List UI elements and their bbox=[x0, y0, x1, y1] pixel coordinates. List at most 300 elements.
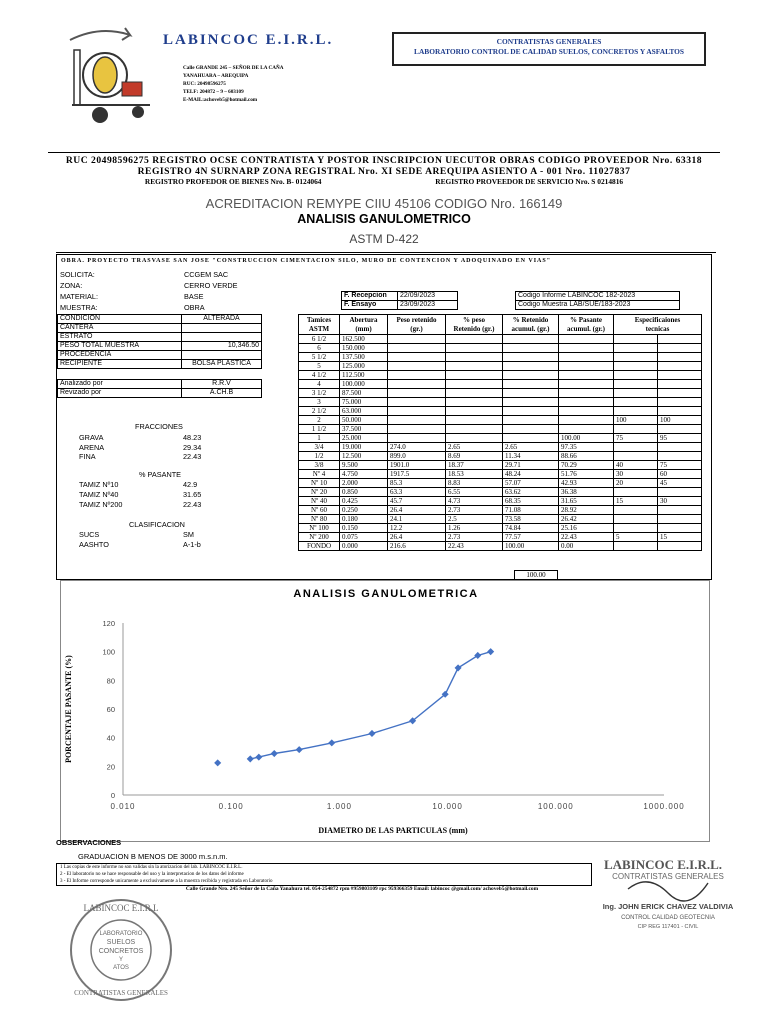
analyzed-value: R.R.V bbox=[182, 380, 262, 389]
sieve-cell bbox=[658, 380, 702, 389]
sieve-cell bbox=[614, 344, 658, 353]
data-point bbox=[271, 750, 278, 757]
sieve-cell bbox=[446, 416, 503, 425]
sieve-cell: 22.43 bbox=[559, 533, 614, 542]
data-point bbox=[328, 739, 335, 746]
sieve-cell: 100.00 bbox=[559, 434, 614, 443]
passing-label: TAMIZ Nº40 bbox=[79, 490, 119, 499]
col-header-text: Peso retenido bbox=[396, 315, 437, 324]
sieve-row bbox=[299, 398, 702, 407]
sieve-cell bbox=[658, 515, 702, 524]
sieve-cell: 0.250 bbox=[340, 506, 388, 515]
sieve-cell bbox=[559, 371, 614, 380]
sieve-cell bbox=[614, 380, 658, 389]
sieve-cell: 5 bbox=[614, 533, 658, 542]
field-label: MATERIAL: bbox=[60, 292, 98, 301]
sieve-cell: Nº 100 bbox=[299, 524, 340, 533]
stamp-title: LABINCOC E.I.R.L. bbox=[603, 857, 723, 872]
sieve-cell: 74.84 bbox=[503, 524, 559, 533]
sieve-cell bbox=[614, 362, 658, 371]
sieve-cell: FONDO bbox=[299, 542, 340, 551]
sieve-cell bbox=[388, 398, 446, 407]
chart-title: ANALISIS GANULOMETRICA bbox=[293, 588, 479, 600]
observations-text: GRADUACION B MENOS DE 3000 m.s.n.m. bbox=[78, 852, 228, 861]
address-line: RUC: 20498596275 bbox=[183, 81, 226, 87]
sieve-cell bbox=[614, 389, 658, 398]
sieve-cell bbox=[503, 371, 559, 380]
sieve-cell: 29.71 bbox=[503, 461, 559, 470]
field-label: ZONA: bbox=[60, 281, 83, 290]
sieve-cell: 15 bbox=[614, 497, 658, 506]
observations-title: OBSERVACIONES bbox=[56, 838, 122, 847]
prop-value: ALTERADA bbox=[182, 315, 262, 324]
x-tick-label: 0.010 bbox=[110, 802, 136, 811]
sieve-cell: Nº 40 bbox=[299, 497, 340, 506]
company-address bbox=[183, 64, 283, 104]
sieve-cell bbox=[559, 344, 614, 353]
sieve-cell bbox=[446, 407, 503, 416]
sieve-cell: 2.000 bbox=[340, 479, 388, 488]
y-tick-label: 20 bbox=[106, 762, 115, 772]
company-name: LABINCOC E.I.R.L. bbox=[163, 32, 334, 48]
signer-role: CONTROL CALIDAD GEOTECNIA bbox=[621, 915, 715, 921]
sieve-cell bbox=[503, 335, 559, 344]
sieve-cell: 12.500 bbox=[340, 452, 388, 461]
sieve-cell bbox=[658, 389, 702, 398]
prop-value bbox=[182, 324, 262, 333]
signature-stamp bbox=[588, 853, 738, 933]
sieve-cell bbox=[658, 335, 702, 344]
company-logo bbox=[60, 20, 170, 130]
sieve-cell bbox=[503, 398, 559, 407]
sieve-cell: 216.6 bbox=[388, 542, 446, 551]
y-tick-label: 40 bbox=[106, 733, 115, 743]
fraction-value: 29.34 bbox=[183, 443, 202, 452]
col-header-text: tecnicas bbox=[645, 324, 670, 333]
notes-box bbox=[56, 863, 592, 886]
sieve-cell: 28.92 bbox=[559, 506, 614, 515]
sieve-cell bbox=[614, 425, 658, 434]
data-point bbox=[255, 754, 262, 761]
company-seal bbox=[66, 895, 176, 1005]
sieve-cell bbox=[446, 362, 503, 371]
sieve-row bbox=[299, 506, 702, 515]
sieve-cell: 26.4 bbox=[388, 533, 446, 542]
header-box bbox=[392, 32, 706, 66]
chart-canvas bbox=[61, 581, 711, 843]
sieve-cell: 8.83 bbox=[446, 479, 503, 488]
field-value: CCGEM SAC bbox=[184, 270, 229, 279]
sieve-cell: 3 1/2 bbox=[299, 389, 340, 398]
sieve-cell bbox=[559, 398, 614, 407]
sieve-cell: 100.00 bbox=[503, 542, 559, 551]
sieve-row bbox=[299, 416, 702, 425]
sieve-cell: 0.00 bbox=[559, 542, 614, 551]
fraction-label: ARENA bbox=[79, 443, 105, 452]
sieve-cell bbox=[446, 335, 503, 344]
y-axis-label: PORCENTAJE PASANTE (%) bbox=[64, 655, 73, 763]
sieve-cell bbox=[658, 362, 702, 371]
col-header-text: Retenido (gr.) bbox=[453, 324, 495, 333]
codes-table bbox=[515, 291, 680, 310]
sieve-row bbox=[299, 515, 702, 524]
sieve-cell bbox=[388, 371, 446, 380]
sieve-row bbox=[299, 533, 702, 542]
sieve-cell bbox=[446, 344, 503, 353]
sieve-row bbox=[299, 380, 702, 389]
sieve-cell: 0.425 bbox=[340, 497, 388, 506]
sieve-cell bbox=[559, 425, 614, 434]
x-tick-label: 100.000 bbox=[537, 802, 574, 811]
test-label: F. Ensayo bbox=[342, 301, 398, 310]
col-header bbox=[503, 315, 559, 335]
col-header-text: % Retenido bbox=[512, 315, 549, 324]
passing-label: TAMIZ Nº200 bbox=[79, 500, 123, 509]
y-tick-label: 60 bbox=[106, 705, 115, 714]
report-standard: ASTM D-422 bbox=[349, 232, 419, 246]
sieve-row bbox=[299, 344, 702, 353]
sieve-cell: 18.37 bbox=[446, 461, 503, 470]
sieve-cell bbox=[559, 389, 614, 398]
sieve-cell: 2 bbox=[299, 416, 340, 425]
col-header-text: acumul. (gr.) bbox=[566, 324, 606, 333]
sieve-row bbox=[299, 461, 702, 470]
prop-label: CANTERA bbox=[58, 324, 182, 333]
sieve-cell bbox=[658, 542, 702, 551]
sieve-cell: 18.53 bbox=[446, 470, 503, 479]
col-header-text: (gr.) bbox=[410, 324, 423, 333]
sieve-cell: 22.43 bbox=[446, 542, 503, 551]
sieve-cell bbox=[658, 524, 702, 533]
seal-mid-text: Y bbox=[118, 957, 124, 963]
classification-value: A-1-b bbox=[183, 540, 201, 549]
sieve-cell: 57.07 bbox=[503, 479, 559, 488]
sieve-cell: Nº 200 bbox=[299, 533, 340, 542]
col-header bbox=[614, 315, 702, 335]
data-sheet bbox=[56, 254, 712, 580]
prop-label: CONDICION bbox=[58, 315, 182, 324]
seal-bottom-text: CONTRATISTAS GENERALES bbox=[74, 989, 168, 997]
sieve-cell: 100 bbox=[614, 416, 658, 425]
sieve-row bbox=[299, 407, 702, 416]
sieve-cell: 3/8 bbox=[299, 461, 340, 470]
data-point bbox=[214, 759, 221, 766]
report-code: Codigo Informe LABINCOC 182-2023 bbox=[516, 292, 680, 301]
x-tick-label: 0.100 bbox=[218, 802, 244, 811]
sieve-cell bbox=[503, 344, 559, 353]
accreditation-line: ACREDITACION REMYPE CIIU 45106 CODIGO Nro. 166149 bbox=[205, 196, 563, 211]
sieve-cell bbox=[446, 380, 503, 389]
footer-contact: Calle Grande Nro. 245 Señor de la Caña Yanahura tel. 054-254872 rpm #959803109 rpc 959366359 Email: labincoc @gmail.com/ achoveb5@hotmail.com bbox=[185, 886, 539, 892]
sieve-cell bbox=[446, 389, 503, 398]
y-tick-label: 80 bbox=[106, 676, 115, 686]
sieve-row bbox=[299, 335, 702, 344]
x-tick-label: 10.000 bbox=[432, 802, 463, 811]
data-point bbox=[455, 664, 462, 671]
sieve-row bbox=[299, 452, 702, 461]
sieve-cell: 4 bbox=[299, 380, 340, 389]
field-label: MUESTRA: bbox=[60, 303, 98, 312]
sieve-cell bbox=[503, 407, 559, 416]
sieve-cell bbox=[559, 362, 614, 371]
sieve-cell bbox=[388, 344, 446, 353]
sieve-cell: 100.000 bbox=[340, 380, 388, 389]
prop-label: RECIPIENTE bbox=[58, 360, 182, 369]
sieve-cell bbox=[388, 425, 446, 434]
seal-mid-text: ATOS bbox=[113, 965, 129, 971]
sieve-cell bbox=[388, 389, 446, 398]
sieve-cell: 36.38 bbox=[559, 488, 614, 497]
col-header-text: ASTM bbox=[308, 324, 330, 333]
sieve-cell: 162.500 bbox=[340, 335, 388, 344]
sieve-cell: 100 bbox=[658, 416, 702, 425]
sieve-cell bbox=[388, 353, 446, 362]
address-line: TELF: 204872 – 9 – 603109 bbox=[183, 89, 244, 95]
reviewed-value: A.CH.B bbox=[182, 389, 262, 398]
field-value: CERRO VERDE bbox=[184, 281, 238, 290]
sieve-cell: 25.16 bbox=[559, 524, 614, 533]
sieve-cell: 6.55 bbox=[446, 488, 503, 497]
data-point bbox=[247, 755, 254, 762]
col-header bbox=[446, 315, 503, 335]
sieve-cell: Nº 60 bbox=[299, 506, 340, 515]
sieve-cell: 1/2 bbox=[299, 452, 340, 461]
sieve-cell bbox=[658, 398, 702, 407]
sieve-cell: 50.000 bbox=[340, 416, 388, 425]
divider bbox=[56, 252, 716, 253]
col-header-text: Especificaiones bbox=[634, 315, 681, 324]
sieve-cell bbox=[388, 434, 446, 443]
sieve-cell: 6 1/2 bbox=[299, 335, 340, 344]
sieve-cell: 70.29 bbox=[559, 461, 614, 470]
sieve-cell: 75.000 bbox=[340, 398, 388, 407]
sieve-cell: 19.000 bbox=[340, 443, 388, 452]
sieve-cell: 0.075 bbox=[340, 533, 388, 542]
sieve-cell: Nº 4 bbox=[299, 470, 340, 479]
sieve-cell: 45.7 bbox=[388, 497, 446, 506]
sieve-cell: 45 bbox=[658, 479, 702, 488]
sieve-row bbox=[299, 425, 702, 434]
sieve-cell: 2.73 bbox=[446, 533, 503, 542]
sieve-cell: 63.000 bbox=[340, 407, 388, 416]
data-point bbox=[368, 730, 375, 737]
prop-label: PROCEDENCIA bbox=[58, 351, 182, 360]
sieve-row bbox=[299, 470, 702, 479]
sieve-cell: 63.3 bbox=[388, 488, 446, 497]
sieve-row bbox=[299, 497, 702, 506]
sieve-cell: 1 1/2 bbox=[299, 425, 340, 434]
reception-label: F. Recepcion bbox=[342, 292, 398, 301]
y-tick-label: 100 bbox=[102, 647, 115, 657]
sieve-cell: 1917.5 bbox=[388, 470, 446, 479]
signer-registry: CIP REG 117401 - CIVIL bbox=[637, 924, 699, 930]
sieve-table bbox=[298, 314, 702, 551]
sieve-cell: 12.2 bbox=[388, 524, 446, 533]
sieve-cell: 25.000 bbox=[340, 434, 388, 443]
sieve-cell: 24.1 bbox=[388, 515, 446, 524]
col-header bbox=[388, 315, 446, 335]
sieve-row bbox=[299, 488, 702, 497]
seal-mid-text: LABORATORIO bbox=[99, 931, 143, 937]
sieve-cell bbox=[503, 425, 559, 434]
prop-value bbox=[182, 351, 262, 360]
classification-title: CLASIFICACION bbox=[129, 520, 185, 529]
fraction-value: 22.43 bbox=[183, 452, 202, 461]
reviewed-label: Revizado por bbox=[58, 389, 182, 398]
sieve-cell bbox=[559, 407, 614, 416]
col-header bbox=[559, 315, 614, 335]
sieve-cell: 30 bbox=[614, 470, 658, 479]
seal-mid-text: CONCRETOS bbox=[98, 948, 144, 955]
sieve-cell bbox=[388, 362, 446, 371]
sieve-row bbox=[299, 353, 702, 362]
sieve-cell: Nº 10 bbox=[299, 479, 340, 488]
prop-value: 10,346.50 bbox=[182, 342, 262, 351]
sieve-row bbox=[299, 443, 702, 452]
sieve-cell: 37.500 bbox=[340, 425, 388, 434]
prop-value bbox=[182, 333, 262, 342]
y-tick-label: 120 bbox=[102, 619, 115, 628]
sieve-cell: Nº 20 bbox=[299, 488, 340, 497]
sieve-cell: 15 bbox=[658, 533, 702, 542]
granulometry-chart bbox=[60, 580, 710, 842]
sieve-cell: 77.57 bbox=[503, 533, 559, 542]
sieve-cell bbox=[446, 353, 503, 362]
signature-scribble bbox=[628, 882, 708, 901]
dates-table bbox=[341, 291, 458, 310]
sieve-cell: 42.93 bbox=[559, 479, 614, 488]
sieve-cell: 3 bbox=[299, 398, 340, 407]
sieve-cell: 2.5 bbox=[446, 515, 503, 524]
passing-title: % PASANTE bbox=[139, 470, 182, 479]
sieve-cell: Nº 80 bbox=[299, 515, 340, 524]
sieve-cell: 899.0 bbox=[388, 452, 446, 461]
sieve-cell: 63.62 bbox=[503, 488, 559, 497]
sieve-row bbox=[299, 524, 702, 533]
sieve-row bbox=[299, 389, 702, 398]
registry-goods: REGISTRO PROFEDOR OE BIENES Nro. B- 0124064 bbox=[144, 177, 322, 186]
sieve-cell: 75 bbox=[614, 434, 658, 443]
sieve-row bbox=[299, 479, 702, 488]
prop-label: PESO TOTAL MUESTRA bbox=[58, 342, 182, 351]
sieve-cell: 9.500 bbox=[340, 461, 388, 470]
col-header-text: Abertura bbox=[349, 315, 378, 324]
data-point bbox=[296, 746, 303, 753]
y-tick-label: 0 bbox=[110, 791, 115, 800]
seal-top-text: LABINCOC E.I.R.L bbox=[83, 903, 159, 913]
sieve-cell: 85.3 bbox=[388, 479, 446, 488]
x-tick-label: 1000.000 bbox=[643, 802, 685, 811]
signer-name: Ing. JOHN ERICK CHAVEZ VALDIVIA bbox=[602, 902, 734, 911]
analyzed-label: Analizado por bbox=[58, 380, 182, 389]
sieve-cell: 30 bbox=[658, 497, 702, 506]
passing-value: 22.43 bbox=[183, 500, 202, 509]
sieve-cell bbox=[388, 416, 446, 425]
field-value: BASE bbox=[184, 292, 204, 301]
sieve-cell: 26.4 bbox=[388, 506, 446, 515]
sieve-cell bbox=[614, 452, 658, 461]
sieve-cell bbox=[503, 416, 559, 425]
note-line: 1 Las copias de este informe no son validas sin la atorizacion del lab. LABINCOC E.I.R.L. bbox=[60, 865, 243, 870]
sieve-cell: 11.34 bbox=[503, 452, 559, 461]
sieve-cell: 2.73 bbox=[446, 506, 503, 515]
sieve-cell bbox=[614, 407, 658, 416]
sieve-cell bbox=[658, 344, 702, 353]
passing-value: 42.9 bbox=[183, 480, 198, 489]
classification-value: SM bbox=[183, 530, 194, 539]
sieve-cell bbox=[388, 407, 446, 416]
address-line: E-MAIL:achoveb5@hotmail.com bbox=[183, 97, 258, 103]
sieve-cell: 88.66 bbox=[559, 452, 614, 461]
x-tick-label: 1.000 bbox=[326, 802, 352, 811]
sieve-cell bbox=[658, 443, 702, 452]
report-title: ANALISIS GANULOMETRICO bbox=[297, 212, 471, 226]
sieve-cell: 5 bbox=[299, 362, 340, 371]
sieve-cell bbox=[446, 371, 503, 380]
col-header bbox=[299, 315, 340, 335]
sieve-cell bbox=[614, 515, 658, 524]
sieve-cell bbox=[614, 371, 658, 380]
sieve-cell: 68.35 bbox=[503, 497, 559, 506]
properties-table bbox=[57, 314, 262, 369]
prop-value: BOLSA PLASTICA bbox=[182, 360, 262, 369]
address-line: YANAHUARA – AREQUIPA bbox=[183, 73, 249, 79]
sieve-cell: 2.65 bbox=[446, 443, 503, 452]
fraction-label: FINA bbox=[79, 452, 96, 461]
col-header-text: % Pasante bbox=[569, 315, 603, 324]
sieve-cell: 8.69 bbox=[446, 452, 503, 461]
sieve-cell bbox=[614, 488, 658, 497]
sieve-cell bbox=[614, 542, 658, 551]
x-axis-label: DIAMETRO DE LAS PARTICULAS (mm) bbox=[318, 826, 468, 835]
note-line: 2 - El laboratorio no se hace responsable del uso y la interpretacion de los datos del informe bbox=[60, 872, 244, 877]
header-line-1: CONTRATISTAS GENERALES bbox=[496, 37, 602, 46]
sieve-cell: 4.73 bbox=[446, 497, 503, 506]
sieve-cell: 1901.0 bbox=[388, 461, 446, 470]
project-line: OBRA. PROYECTO TRASVASE SAN JOSE "CONSTRUCCION CIMENTACION SILO, MURO DE CONTENCION Y ADOQUINADO EN VIAS" bbox=[61, 258, 552, 264]
classification-label: SUCS bbox=[79, 530, 100, 539]
sieve-cell bbox=[503, 434, 559, 443]
sieve-cell bbox=[503, 362, 559, 371]
registry-block bbox=[48, 152, 720, 186]
sieve-cell: 1 bbox=[299, 434, 340, 443]
reception-date: 22/09/2023 bbox=[398, 292, 458, 301]
sieve-cell bbox=[559, 353, 614, 362]
sieve-cell: 6 bbox=[299, 344, 340, 353]
fractions-title: FRACCIONES bbox=[135, 422, 183, 431]
sieve-cell: 73.58 bbox=[503, 515, 559, 524]
total-percent: 100.00 bbox=[514, 570, 558, 580]
sieve-cell bbox=[388, 380, 446, 389]
passing-value: 31.65 bbox=[183, 490, 202, 499]
sieve-cell: 31.65 bbox=[559, 497, 614, 506]
sieve-cell bbox=[503, 380, 559, 389]
stamp-subtitle: CONTRATISTAS GENERALES bbox=[612, 872, 724, 881]
sample-code: Codigo Muestra LAB/SUE/183-2023 bbox=[516, 301, 680, 310]
col-header-text: % peso bbox=[463, 315, 485, 324]
classification-label: AASHTO bbox=[79, 540, 109, 549]
sieve-cell bbox=[614, 353, 658, 362]
sieve-cell: 75 bbox=[658, 461, 702, 470]
sieve-cell bbox=[658, 452, 702, 461]
sieve-cell: 4.750 bbox=[340, 470, 388, 479]
sieve-cell bbox=[658, 407, 702, 416]
col-header-text: Tamices bbox=[306, 315, 332, 324]
test-date: 23/09/2023 bbox=[398, 301, 458, 310]
sieve-cell: 71.08 bbox=[503, 506, 559, 515]
prop-label: ESTRATO bbox=[58, 333, 182, 342]
sieve-cell bbox=[658, 488, 702, 497]
